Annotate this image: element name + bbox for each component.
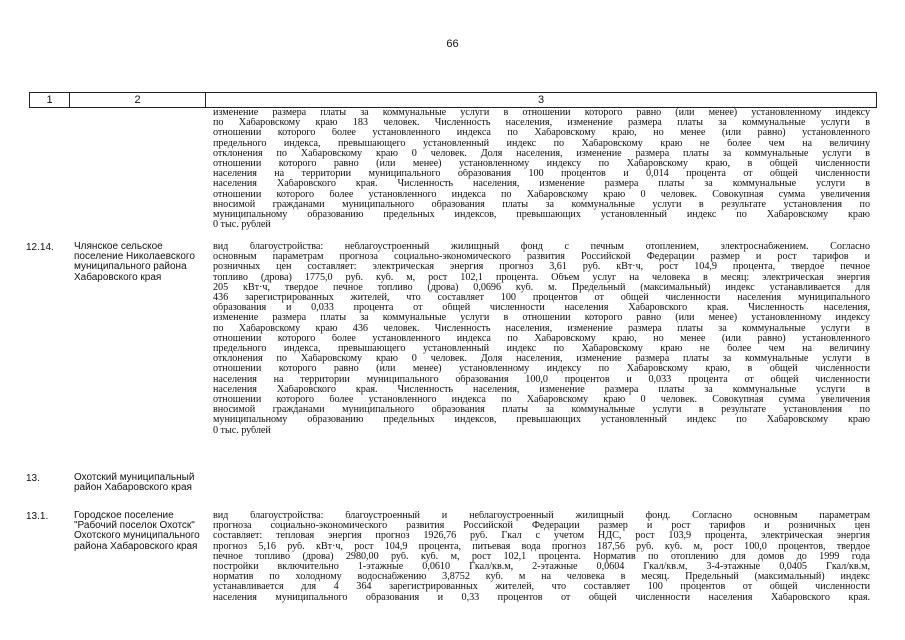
text-line: населения Хабаровского края. Численность населения, изменение размера платы за коммунальные услуги в xyxy=(213,179,870,190)
text-line: муниципальному образованию предельных индексов, превышающих установленный индекс по Хабаровскому краю xyxy=(213,210,870,221)
text-line: вид благоустройства: неблагоустроенный жилищный фонд с печным отоплением, электроснабжением. Согласно xyxy=(213,242,870,252)
text-line: устанавливается для 4 364 зарегистрированных жителей, что составляет 100 процентов от общей численности xyxy=(213,582,870,593)
text-line: 0 тыс. рублей xyxy=(213,425,271,436)
row-number: 12.14. xyxy=(26,242,54,253)
text-line: отношении которого более установленного индекса по Хабаровскому краю 0 человек. Совокупная сумма увеличения xyxy=(213,395,870,406)
text-line: постройки включительно 1-этажные 0,0610 Гкал/кв.м, 2-этажные 0,0604 Гкал/кв.м, 3-4-этажные 0,0405 Гкал/кв.м, xyxy=(213,562,870,573)
text-line: прогноз 5,16 руб. кВт·ч, рост 104,9 процента, питьевая вода прогноз 187,56 руб. куб. м, рост 100,0 процентов, твердое xyxy=(213,541,870,552)
text-line: отклонения по Хабаровскому краю 0 человек. Доля населения, изменение размера платы за коммунальные услуги в xyxy=(213,148,870,159)
column-header-3: 3 xyxy=(206,93,877,107)
text-line: 205 кВт·ч, твердое печное топливо (дрова) 0,0696 куб. м. Предельный (максимальный) индекс устанавливается для xyxy=(213,282,870,293)
settlement-name: Городское поселение "Рабочий поселок Охотск" Охотского муниципального района Хабаровского края xyxy=(74,510,200,552)
text-line: норматив по холодному водоснабжению 3,8752 куб. м на человека в месяц. Предельный (максимальный) индекс xyxy=(213,572,870,583)
text-line: населения Хабаровского края. Численность населения, изменение размера платы за коммунальные услуги в xyxy=(213,384,870,395)
column-header-1: 1 xyxy=(30,93,70,107)
continuation-paragraph xyxy=(213,108,870,230)
column-header-2: 2 xyxy=(70,93,206,107)
text-line: вносимой гражданами муниципального образования платы за коммунальные услуги в результате установления по xyxy=(213,405,870,416)
text-line: вносимой гражданами муниципального образования платы за коммунальные услуги в результате установления по xyxy=(213,199,870,210)
text-line: 436 зарегистрированных жителей, что составляет 100 процентов от общей численности населения муниципального xyxy=(213,293,870,304)
text-line: отклонения по Хабаровскому краю 0 человек. Доля населения, изменение размера платы за коммунальные услуги в xyxy=(213,354,870,365)
text-line: по Хабаровскому краю 183 человек. Численность населения, изменение размера платы за коммунальные услуги в xyxy=(213,118,870,129)
text-line: предельного индекса, превышающего установленный индекс по Хабаровскому краю не более чем на величину xyxy=(213,138,870,149)
text-line: отношении которого более установленного индекса по Хабаровскому краю 0 человек. Совокупная сумма увеличения xyxy=(213,189,870,200)
text-line: отношении которого более установленного индекса по Хабаровскому краю, но менее (или равно) установленного xyxy=(213,333,870,344)
page-number: 66 xyxy=(446,38,459,50)
text-line: предельного индекса, превышающего установленный индекс по Хабаровскому краю не более чем на величину xyxy=(213,344,870,355)
text-line: образования и 0,033 процента от общей численности населения Хабаровского края. Численность населения, xyxy=(213,303,870,314)
row-number: 13.1. xyxy=(26,511,49,522)
text-line: изменение размера платы за коммунальные услуги в отношении которого равно (или менее) установленному индексу xyxy=(213,108,870,118)
row-number: 13. xyxy=(26,473,40,484)
text-line: муниципальному образованию предельных индексов, превышающих установленный индекс по Хабаровскому краю xyxy=(213,415,870,426)
settlement-name: Члянское сельское поселение Николаевского муниципального района Хабаровского края xyxy=(74,241,195,283)
district-name: Охотский муниципальный район Хабаровского края xyxy=(74,472,195,494)
text-line: населения муниципального образования и 0,33 процентов от общей численности населения Хабаровского края. xyxy=(213,592,870,603)
text-line: изменение размера платы за коммунальные услуги в отношении которого равно (или менее) установленному индексу xyxy=(213,313,870,324)
text-line: розничных цен составляет: электрическая энергия прогноз 3,61 руб. кВт·ч, рост 104,9 процента, твердое печное xyxy=(213,262,870,273)
text-line: населения на территории муниципального образования 100 процентов и 0,014 процента от общей численности xyxy=(213,169,870,180)
text-line: топливо (дрова) 1775,0 руб. куб. м, рост 102,1 процента. Объем услуг на человека в месяц: электрическая энергия xyxy=(213,272,870,283)
text-line: основным параметрам прогноза социально-экономического развития Российской Федерации размер и рост тарифов и xyxy=(213,252,870,263)
text-line: прогноза социально-экономического развития Российской Федерации размер и рост тарифов и розничных цен xyxy=(213,521,870,532)
text-line: печное топливо (дрова) 2980,00 руб. куб. м, рост 102,1 процента. Норматив по отоплению для домов до 1999 года xyxy=(213,551,870,562)
text-line: составляет: тепловая энергия прогноз 1926,76 руб. Гкал с учетом НДС, рост 103,9 процента, электрическая энергия xyxy=(213,531,870,542)
row-description xyxy=(213,242,870,436)
row-description xyxy=(213,511,870,603)
text-line: 0 тыс. рублей xyxy=(213,220,271,231)
table-header-row xyxy=(29,92,877,108)
text-line: отношении которого равно (или менее) установленному индексу по Хабаровскому краю, в общей численности xyxy=(213,364,870,375)
text-line: отношении которого более установленного индекса по Хабаровскому краю, но менее (или равно) установленного xyxy=(213,128,870,139)
text-line: по Хабаровскому краю 436 человек. Численность населения, изменение размера платы за коммунальные услуги в xyxy=(213,323,870,334)
text-line: вид благоустройства: благоустроенный и неблагоустроенный жилищный фонд. Согласно основным параметрам xyxy=(213,511,870,521)
text-line: населения на территории муниципального образования 100,0 процентов и 0,033 процента от общей численности xyxy=(213,374,870,385)
text-line: отношении которого равно (или менее) установленному индексу по Хабаровскому краю, в общей численности xyxy=(213,159,870,170)
